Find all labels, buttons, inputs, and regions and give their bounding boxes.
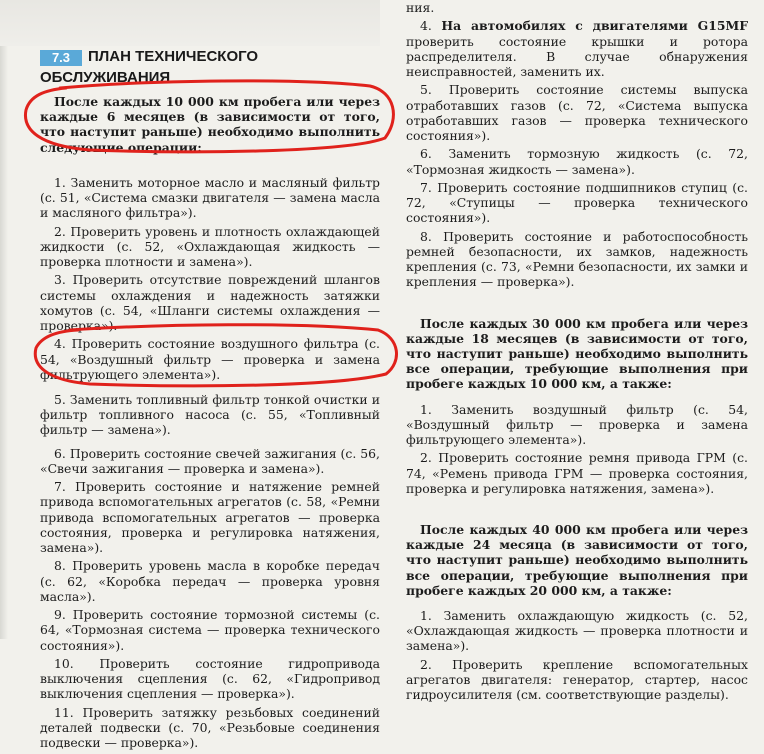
list-item: 5. Проверить состояние системы выпуска отработавших газов (с. 72, «Система выпуска отработавших газов — проверка технического состояния»). bbox=[406, 82, 748, 143]
interval-30000-intro: После каждых 30 000 км пробега или через каждые 18 месяцев (в зависимости от того, что наступит раньше) необходимо выполнить все операции, требующие выполнения при пробеге каждых 10 000 км, а также: bbox=[406, 315, 748, 392]
list-item: 6. Заменить тормозную жидкость (с. 72, «Тормозная жидкость — замена»). bbox=[406, 146, 748, 177]
list-item: 2. Проверить крепление вспомогательных агрегатов двигателя: генератор, стартер, насос гидроусилителя (см. соответствующие разделы). bbox=[406, 656, 748, 703]
list-item-g15mf bbox=[406, 18, 748, 79]
list-item: 8. Проверить состояние и работоспособность ремней безопасности, их замков, надежность крепления (с. 73, «Ремни безопасности, их замки и крепления — проверка»). bbox=[406, 228, 748, 290]
left-column bbox=[40, 94, 380, 754]
list-item: 4. Проверить состояние воздушного фильтра (с. 54, «Воздушный фильтр — проверка и замена фильтрующего элемента»). bbox=[40, 336, 380, 382]
list-item: 11. Проверить затяжку резьбовых соединений деталей подвески (с. 70, «Резьбовые соединения подвески — проверка»). bbox=[40, 704, 380, 751]
continued-fragment: ния. bbox=[406, 0, 435, 15]
list-item: 1. Заменить охлаждающую жидкость (с. 52, «Охлаждающая жидкость — проверка плотности и замена»). bbox=[406, 608, 748, 654]
list-item: 3. Проверить отсутствие повреждений шлангов системы охлаждения и надежность затяжки хомутов (с. 54, «Шланги системы охлаждения — проверка»). bbox=[40, 272, 380, 334]
list-item: 8. Проверить уровень масла в коробке передач (с. 62, «Коробка передач — проверка уровня масла»). bbox=[40, 558, 380, 604]
item-number: 4. bbox=[420, 18, 442, 34]
interval-10000-intro: После каждых 10 000 км пробега или через каждые 6 месяцев (в зависимости от того, что наступит раньше) необходимо выполнить следующие операции: bbox=[40, 94, 380, 155]
right-column bbox=[406, 0, 748, 706]
list-item: 7. Проверить состояние и натяжение ремней привода вспомогательных агрегатов (с. 58, «Ремни привода вспомогательных агрегатов — проверка состояния, проверка и регулировка натяжения, замена»). bbox=[40, 479, 380, 556]
list-item: 9. Проверить состояние тормозной системы (с. 64, «Тормозная система — проверка технического состояния»). bbox=[40, 607, 380, 653]
list-item: 2. Проверить состояние ремня привода ГРМ (с. 74, «Ремень привода ГРМ — проверка состояния, проверка и регулировка натяжения, замена»). bbox=[406, 450, 748, 496]
list-item: 1. Заменить моторное масло и масляный фильтр (с. 51, «Система смазки двигателя — замена масла и масляного фильтра»). bbox=[40, 174, 380, 221]
list-item-fuel-filter: 5. Заменить топливный фильтр тонкой очистки и фильтр топливного насоса (с. 55, «Топливный фильтр — замена»). bbox=[40, 392, 380, 438]
bleed-through-strip bbox=[0, 0, 380, 46]
item-text: проверить состояние крышки и ротора распределителя. В случае обнаружения неисправностей, заменить их. bbox=[406, 33, 748, 79]
section-title: ПЛАН ТЕХНИЧЕСКОГО ОБСЛУЖИВАНИЯ bbox=[40, 48, 259, 86]
engine-note-bold: На автомобилях с двигателями G15MF bbox=[441, 18, 749, 34]
page-gutter-shadow bbox=[0, 0, 8, 639]
list-item: 7. Проверить состояние подшипников ступиц (с. 72, «Ступицы — проверка технического состояния»). bbox=[406, 179, 748, 226]
interval-40000-intro: После каждых 40 000 км пробега или через каждые 24 месяца (в зависимости от того, что наступит раньше) необходимо выполнить все операции, требующие выполнения при пробеге каждых 20 000 км, а также: bbox=[406, 522, 748, 598]
list-item: 2. Проверить уровень и плотность охлаждающей жидкости (с. 52, «Охлаждающая жидкость — проверка плотности и замена»). bbox=[40, 223, 380, 270]
list-item: 6. Проверить состояние свечей зажигания (с. 56, «Свечи зажигания — проверка и замена»). bbox=[40, 445, 380, 476]
list-item: 1. Заменить воздушный фильтр (с. 54, «Воздушный фильтр — проверка и замена фильтрующего элемента»). bbox=[406, 401, 748, 448]
list-item: 10. Проверить состояние гидропривода выключения сцепления (с. 62, «Гидропривод выключения сцепления — проверка»). bbox=[40, 656, 380, 702]
section-number-badge: 7.3 bbox=[40, 50, 82, 66]
